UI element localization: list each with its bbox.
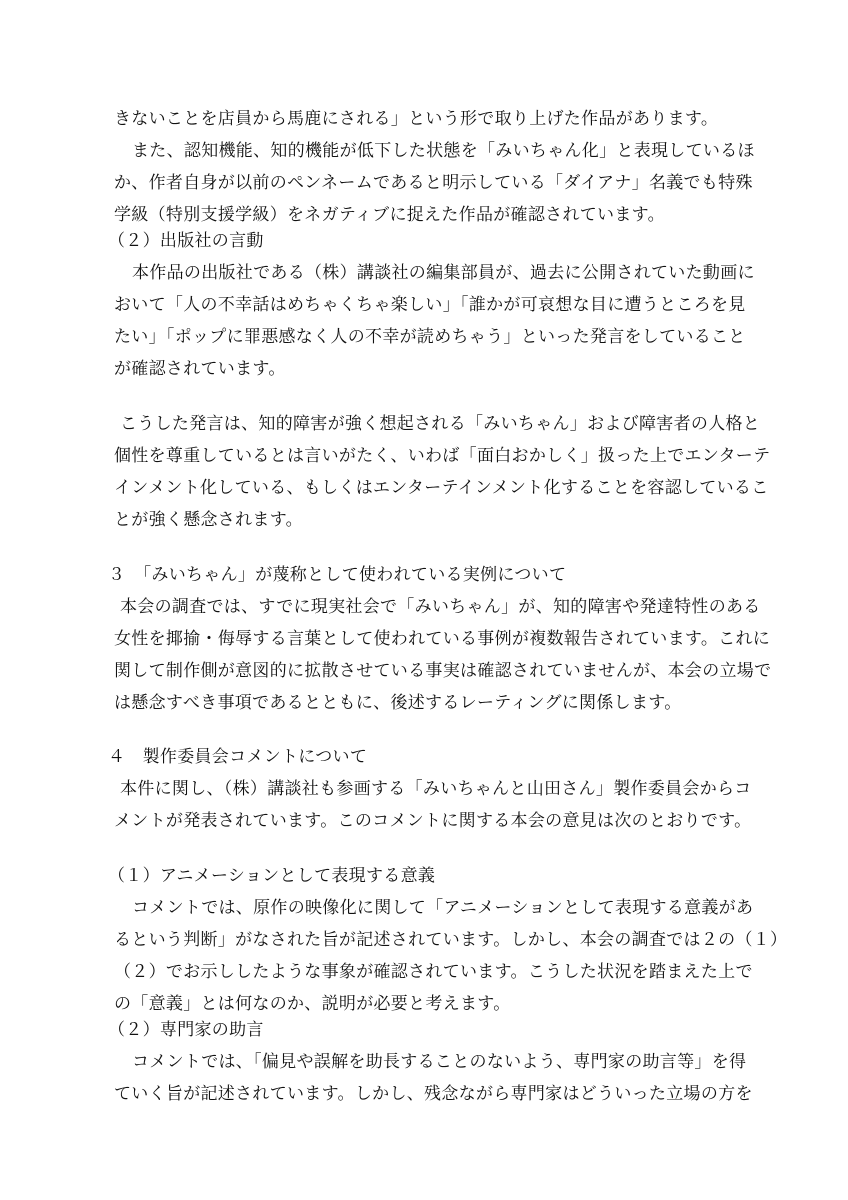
text-line-8: たい」「ポップに罪悪感なく人の不幸が読めちゃう」といった発言をしていること [114, 327, 746, 347]
text-line-10: こうした発言は、知的障害が強く想起される「みいちゃん」および障害者の人格と [120, 414, 761, 434]
text-line-9: が確認されています。 [114, 359, 286, 379]
text-line-28: コメントでは、「偏見や誤解を助長することのないよう、専門家の助言等」を得 [132, 1052, 747, 1072]
text-line-6: 本作品の出版社である（株）講談社の編集部員が、過去に公開されていた動画に [132, 263, 755, 283]
text-line-13: とが強く懸念されます。 [114, 510, 303, 530]
text-line-1: きないことを店員から馬鹿にされる」という形で取り上げた作品があります。 [114, 109, 719, 129]
text-line-7: おいて「人の不幸話はめちゃくちゃ楽しい」「誰かが可哀想な目に遭うところを見 [114, 295, 746, 315]
text-line-20: 本件に関し、（株）講談社も参画する「みいちゃんと山田さん」製作委員会からコ [120, 779, 752, 799]
section-heading-3: ３ 「みいちゃん」が蔑称として使われている実例について [108, 565, 567, 585]
text-line-2: また、認知機能、知的機能が低下した状態を「みいちゃん化」と表現しているほ [132, 141, 755, 161]
subsection-heading-expert-advice: （２）専門家の助言 [108, 1020, 264, 1040]
text-line-15: 本会の調査では、すでに現実社会で「みいちゃん」が、知的障害や発達特性のある [120, 597, 761, 617]
text-line-25: （２）でお示ししたような事象が確認されています。こうした状況を踏まえた上で [114, 962, 753, 982]
text-line-3: か、作者自身が以前のペンネームであると明示している「ダイアナ」名義でも特殊 [114, 173, 753, 193]
text-line-18: は懸念すべき事項であるとともに、後述するレーティングに関係します。 [114, 693, 682, 713]
section-heading-publisher: （２）出版社の言動 [108, 231, 264, 251]
subsection-heading-significance: （１）アニメーションとして表現する意義 [108, 866, 436, 886]
text-line-26: の「意義」とは何なのか、説明が必要と考えます。 [114, 994, 511, 1014]
text-line-21: メントが発表されています。このコメントに関する本会の意見は次のとおりです。 [114, 811, 752, 831]
text-line-4: 学級（特別支援学級）をネガティブに捉えた作品が確認されています。 [114, 205, 665, 225]
text-line-29: ていく旨が記述されています。しかし、残念ながら専門家はどういった立場の方を [114, 1084, 753, 1104]
text-line-16: 女性を揶揄・侮辱する言葉として使われている事例が複数報告されています。これに [114, 629, 771, 649]
text-line-17: 関して制作側が意図的に拡散させている事実は確認されていませんが、本会の立場で [114, 661, 772, 681]
text-line-24: るという判断」がなされた旨が記述されています。しかし、本会の調査では２の（１） [114, 930, 788, 950]
text-line-12: インメント化している、もしくはエンターテインメント化することを容認しているこ [114, 478, 769, 498]
section-heading-4: ４ 製作委員会コメントについて [108, 747, 368, 767]
text-line-11: 個性を尊重しているとは言いがたく、いわば「面白おかしく」扱った上でエンターテ [114, 446, 771, 466]
text-line-23: コメントでは、原作の映像化に関して「アニメーションとして表現する意義があ [132, 898, 754, 918]
